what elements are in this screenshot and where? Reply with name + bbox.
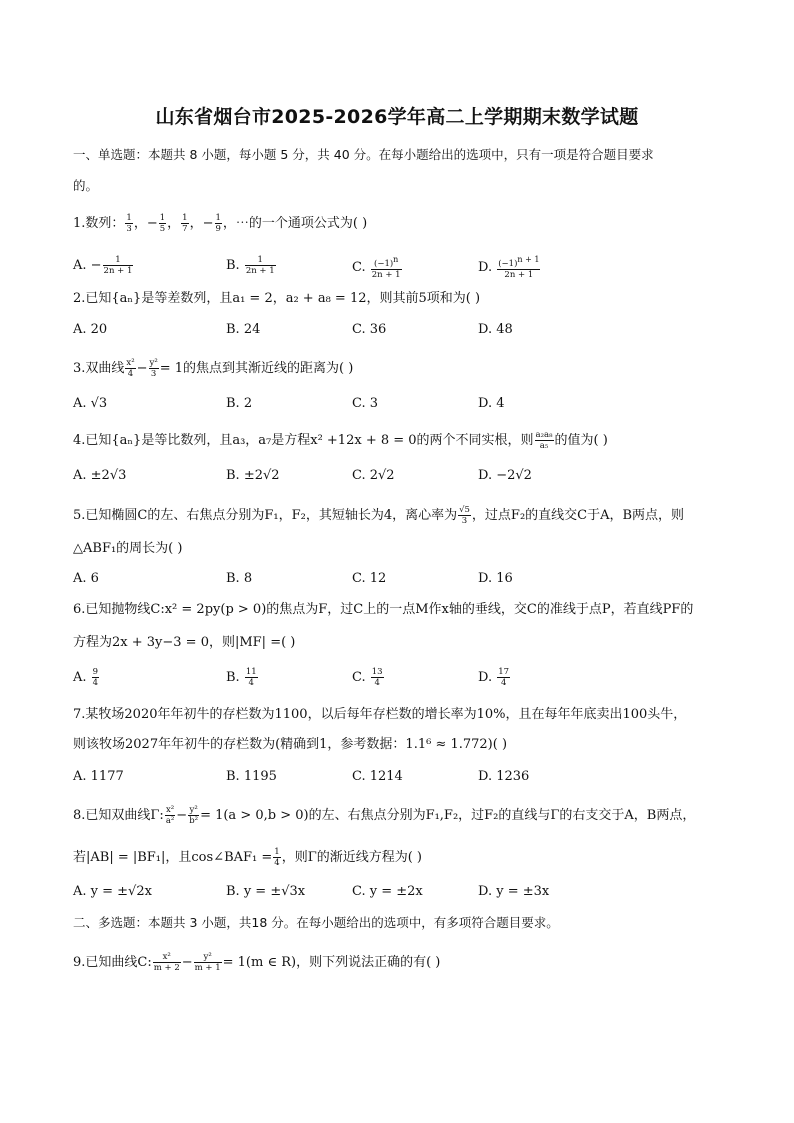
q5-prefix: 5.已知椭圆C的左、右焦点分别为F₁，F₂，其短轴长为4，离心率为 xyxy=(73,508,458,523)
q8-option-a: A. y = ±√2x xyxy=(73,884,152,899)
question-5-stem-line2: △ABF₁的周长为( ) xyxy=(73,541,183,556)
fraction: $\frac{1}{3}$ xyxy=(126,213,132,234)
q3-option-b: B. 2 xyxy=(226,396,253,411)
q1-option-d: D. $\frac{(-1)^{n + 1}}{2n + 1}$ xyxy=(478,255,540,280)
question-3-stem: 3.双曲线 $\frac{\text{x²}}{4}$ − $\frac{\text{y²}}{3}$ = 1的焦点到其渐近线的距离为( ) xyxy=(73,358,354,379)
question-8-stem-line2: 若|AB| = |BF₁|，且cos∠BAF₁ = $\frac{1}{4}$ ，则Γ的渐近线方程为( ) xyxy=(73,847,422,868)
q7-option-d: D. 1236 xyxy=(478,769,530,784)
question-4-stem: 4.已知{aₙ}是等比数列，且a₃，a₇是方程x² +12x + 8 = 0的两个不同实根，则 $\frac{\text{a₂a₈}}{\text{a₅}}$ 的值为( ) xyxy=(73,430,608,451)
question-2-stem: 2.已知{aₙ}是等差数列，且a₁ = 2，a₂ + a₈ = 12，则其前5项和为( ) xyxy=(73,291,481,306)
q5-option-b: B. 8 xyxy=(226,571,253,586)
fraction: $\frac{1}{7}$ xyxy=(182,213,188,234)
q1-suffix: ，⋯的一个通项公式为( ) xyxy=(222,216,368,231)
q8-option-d: D. y = ±3x xyxy=(478,884,550,899)
q2-option-a: A. 20 xyxy=(73,322,108,337)
q4-suffix: 的值为( ) xyxy=(554,433,608,448)
q3-prefix: 3.双曲线 xyxy=(73,361,125,376)
question-6-stem-line1: 6.已知抛物线C:x² = 2py(p > 0)的焦点为F，过C上的一点M作x轴的垂线，交C的准线于点P，若直线PF的 xyxy=(73,602,694,617)
q3-suffix: = 1的焦点到其渐近线的距离为( ) xyxy=(159,361,354,376)
q5-option-a: A. 6 xyxy=(73,571,99,586)
q1-prefix: 1.数列： xyxy=(73,216,125,231)
section-heading-single-choice: 一、单选题：本题共 8 小题，每小题 5 分，共 40 分。在每小题给出的选项中，只有一项是符合题目要求 xyxy=(73,147,654,162)
q8-prefix: 8.已知双曲线Γ: xyxy=(73,808,164,823)
q6-option-a: A. $\frac{9}{4}$ xyxy=(73,667,99,688)
page-title: 山东省烟台市2025-2026学年高二上学期期末数学试题 xyxy=(155,106,639,128)
q5-option-d: D. 16 xyxy=(478,571,513,586)
q5-suffix: ，过点F₂的直线交C于A，B两点，则 xyxy=(471,508,685,523)
q5-option-c: C. 12 xyxy=(352,571,387,586)
q6-option-b: B. $\frac{11}{4}$ xyxy=(226,667,257,688)
q6-option-d: D. $\frac{17}{4}$ xyxy=(478,667,510,688)
section-heading-continuation: 的。 xyxy=(73,178,99,193)
q4-option-a: A. ±2√3 xyxy=(73,468,127,483)
question-1-stem: 1.数列： $\frac{1}{3}$ ，− $\frac{1}{5}$ ， $\frac{1}{7}$ ，− $\frac{1}{9}$ ，⋯的一个通项公式为( ) xyxy=(73,213,368,234)
q7-option-a: A. 1177 xyxy=(73,769,124,784)
q2-option-b: B. 24 xyxy=(226,322,261,337)
question-6-stem-line2: 方程为2x + 3y−3 = 0，则|MF| =( ) xyxy=(73,635,296,650)
q1-option-c: C. $\frac{(-1)^n}{2n + 1}$ xyxy=(352,255,401,280)
question-8-stem-line1: 8.已知双曲线Γ: $\frac{\text{x²}}{\text{a²}}$ − $\frac{\text{y²}}{\text{b²}}$ = 1(a > 0,b > 0)的左、右焦点分别为F₁,F₂，过F₂的直线与Γ的右支交于A，B两点， xyxy=(73,805,696,826)
q9-suffix: = 1(m ∈ R)，则下列说法正确的有( ) xyxy=(222,955,441,970)
fraction: $\frac{1}{9}$ xyxy=(215,213,221,234)
q1-option-a: A. − $\frac{1}{2n + 1}$ xyxy=(73,255,133,276)
q8-option-b: B. y = ±√3x xyxy=(226,884,306,899)
q3-option-a: A. √3 xyxy=(73,396,108,411)
question-7-stem-line1: 7.某牧场2020年年初牛的存栏数为1100，以后每年存栏数的增长率为10%，且在每年年底卖出100头牛， xyxy=(73,707,687,722)
q4-option-c: C. 2√2 xyxy=(352,468,395,483)
q8-suffix: = 1(a > 0,b > 0)的左、右焦点分别为F₁,F₂，过F₂的直线与Γ的右支交于A，B两点， xyxy=(200,808,696,823)
q4-option-b: B. ±2√2 xyxy=(226,468,280,483)
q4-prefix: 4.已知{aₙ}是等比数列，且a₃，a₇是方程x² +12x + 8 = 0的两个不同实根，则 xyxy=(73,433,534,448)
fraction: $\frac{1}{5}$ xyxy=(159,213,166,234)
q7-option-c: C. 1214 xyxy=(352,769,403,784)
section-heading-multi-choice: 二、多选题：本题共 3 小题，共18 分。在每小题给出的选项中，有多项符合题目要求。 xyxy=(73,915,559,930)
q3-option-c: C. 3 xyxy=(352,396,379,411)
q8-option-c: C. y = ±2x xyxy=(352,884,423,899)
q8-suffix2: ，则Γ的渐近线方程为( ) xyxy=(281,850,422,865)
q2-option-c: C. 36 xyxy=(352,322,387,337)
q6-option-c: C. $\frac{13}{4}$ xyxy=(352,667,383,688)
question-9-stem: 9.已知曲线C: $\frac{\text{x²}}{m + 2}$ − $\frac{\text{y²}}{m + 1}$ = 1(m ∈ R)，则下列说法正确的有( ) xyxy=(73,952,441,973)
q2-option-d: D. 48 xyxy=(478,322,513,337)
q8-prefix2: 若|AB| = |BF₁|，且cos∠BAF₁ = xyxy=(73,850,273,865)
q1-option-b: B. $\frac{1}{2n + 1}$ xyxy=(226,255,275,276)
question-5-stem-line1: 5.已知椭圆C的左、右焦点分别为F₁，F₂，其短轴长为4，离心率为 $\frac{√5}{3}$ ，过点F₂的直线交C于A，B两点，则 xyxy=(73,505,685,526)
q4-option-d: D. −2√2 xyxy=(478,468,532,483)
q9-prefix: 9.已知曲线C: xyxy=(73,955,152,970)
question-7-stem-line2: 则该牧场2027年年初牛的存栏数为(精确到1，参考数据：1.1⁶ ≈ 1.772)( ) xyxy=(73,737,508,752)
q3-option-d: D. 4 xyxy=(478,396,505,411)
q7-option-b: B. 1195 xyxy=(226,769,277,784)
